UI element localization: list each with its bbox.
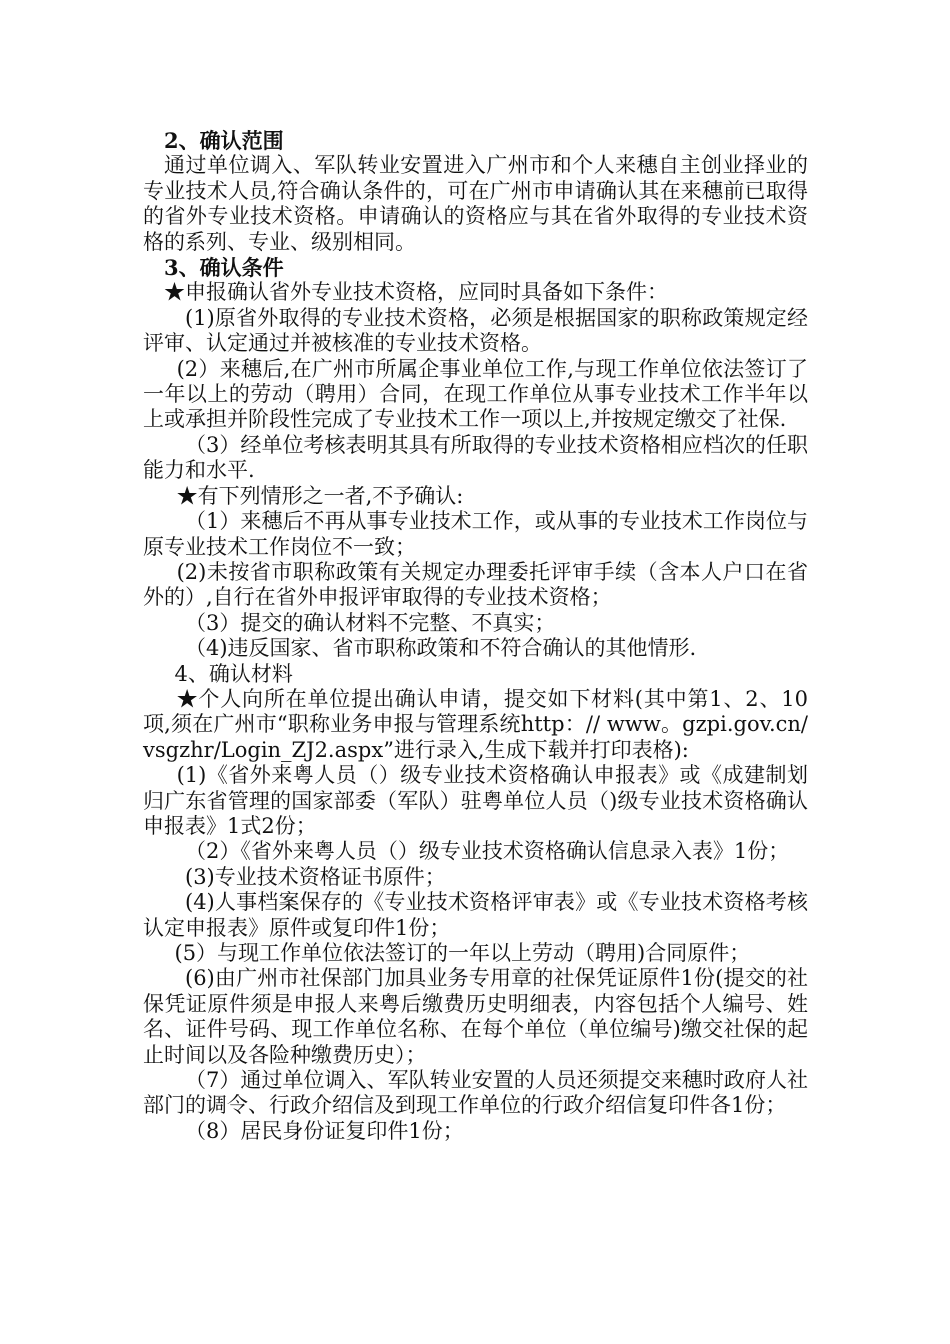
paragraph-exclusion-4: （4)违反国家、省市职称政策和不符合确认的其他情形.	[185, 636, 697, 661]
section-heading-conditions: 3、确认条件	[164, 255, 284, 281]
paragraph-condition-3: （3）经单位考核表明其具有所取得的专业技术资格相应档次的任职能力和水平.	[143, 432, 808, 483]
paragraph-material-3: (3)专业技术资格证书原件；	[185, 864, 446, 889]
paragraph-condition-1: (1)原省外取得的专业技术资格，必须是根据国家的职称政策规定经评审、认定通过并被核准的专业技术资格。	[143, 305, 808, 356]
paragraph-material-5: (5）与现工作单位依法签订的一年以上劳动（聘用)合同原件；	[174, 941, 751, 965]
paragraph-material-2: （2）《省外来粤人员（）级专业技术资格确认信息录入表》1份；	[185, 839, 790, 864]
paragraph-material-8: （8）居民身份证复印件1份；	[185, 1118, 464, 1143]
section-heading-scope: 2、确认范围	[164, 128, 284, 153]
paragraph-materials-intro: ★个人向所在单位提出确认申请，提交如下材料(其中第1、2、10项,须在广州市“职称业务申报与管理系统http：// www。gzpi.gov.cn/vsgzhr/Login_ZJ2.aspx”进行录入,生成下载并打印表格):	[143, 686, 808, 762]
paragraph-conditions-intro: ★申报确认省外专业技术资格，应同时具备如下条件：	[164, 280, 668, 305]
paragraph-exclusion-2: (2)未按省市职称政策有关规定办理委托评审手续（含本人户口在省外的）,自行在省外申报评审取得的专业技术资格；	[143, 559, 808, 610]
paragraph-scope: 通过单位调入、军队转业安置进入广州市和个人来穗自主创业择业的专业技术人员,符合确认条件的，可在广州市申请确认其在来穗前已取得的省外专业技术资格。申请确认的资格应与其在省外取得的专业技术资格的系列、专业、级别相同。	[143, 153, 808, 254]
paragraph-condition-2: (2）来穗后,在广州市所属企事业单位工作,与现工作单位依法签订了一年以上的劳动（聘用）合同，在现工作单位从事专业技术工作半年以上或承担并阶段性完成了专业技术工作一项以上,并按规定缴交了社保.	[143, 356, 808, 432]
paragraph-material-7: （7）通过单位调入、军队转业安置的人员还须提交来穗时政府人社部门的调令、行政介绍信及到现工作单位的行政介绍信复印件各1份；	[143, 1068, 808, 1118]
section-heading-materials: 4、确认材料	[174, 661, 293, 686]
paragraph-exclusions-intro: ★有下列情形之一者,不予确认:	[176, 483, 464, 508]
document-body	[143, 128, 808, 1144]
paragraph-exclusion-3: （3）提交的确认材料不完整、不真实；	[185, 610, 556, 635]
paragraph-material-6: (6)由广州市社保部门加具业务专用章的社保凭证原件1份(提交的社保凭证原件须是申报人来粤后缴费历史明细表，内容包括个人编号、姓名、证件号码、现工作单位名称、在每个单位（单位编号)缴交社保的起止时间以及各险种缴费历史）；	[143, 966, 808, 1067]
paragraph-material-1: (1)《省外来粤人员（）级专业技术资格确认申报表》或《成建制划归广东省管理的国家部委（军队）驻粤单位人员（)级专业技术资格确认申报表》1式2份；	[143, 763, 808, 838]
paragraph-exclusion-1: （1）来穗后不再从事专业技术工作，或从事的专业技术工作岗位与原专业技术工作岗位不一致；	[143, 509, 808, 559]
paragraph-material-4: (4)人事档案保存的《专业技术资格评审表》或《专业技术资格考核认定申报表》原件或复印件1份；	[143, 890, 808, 940]
